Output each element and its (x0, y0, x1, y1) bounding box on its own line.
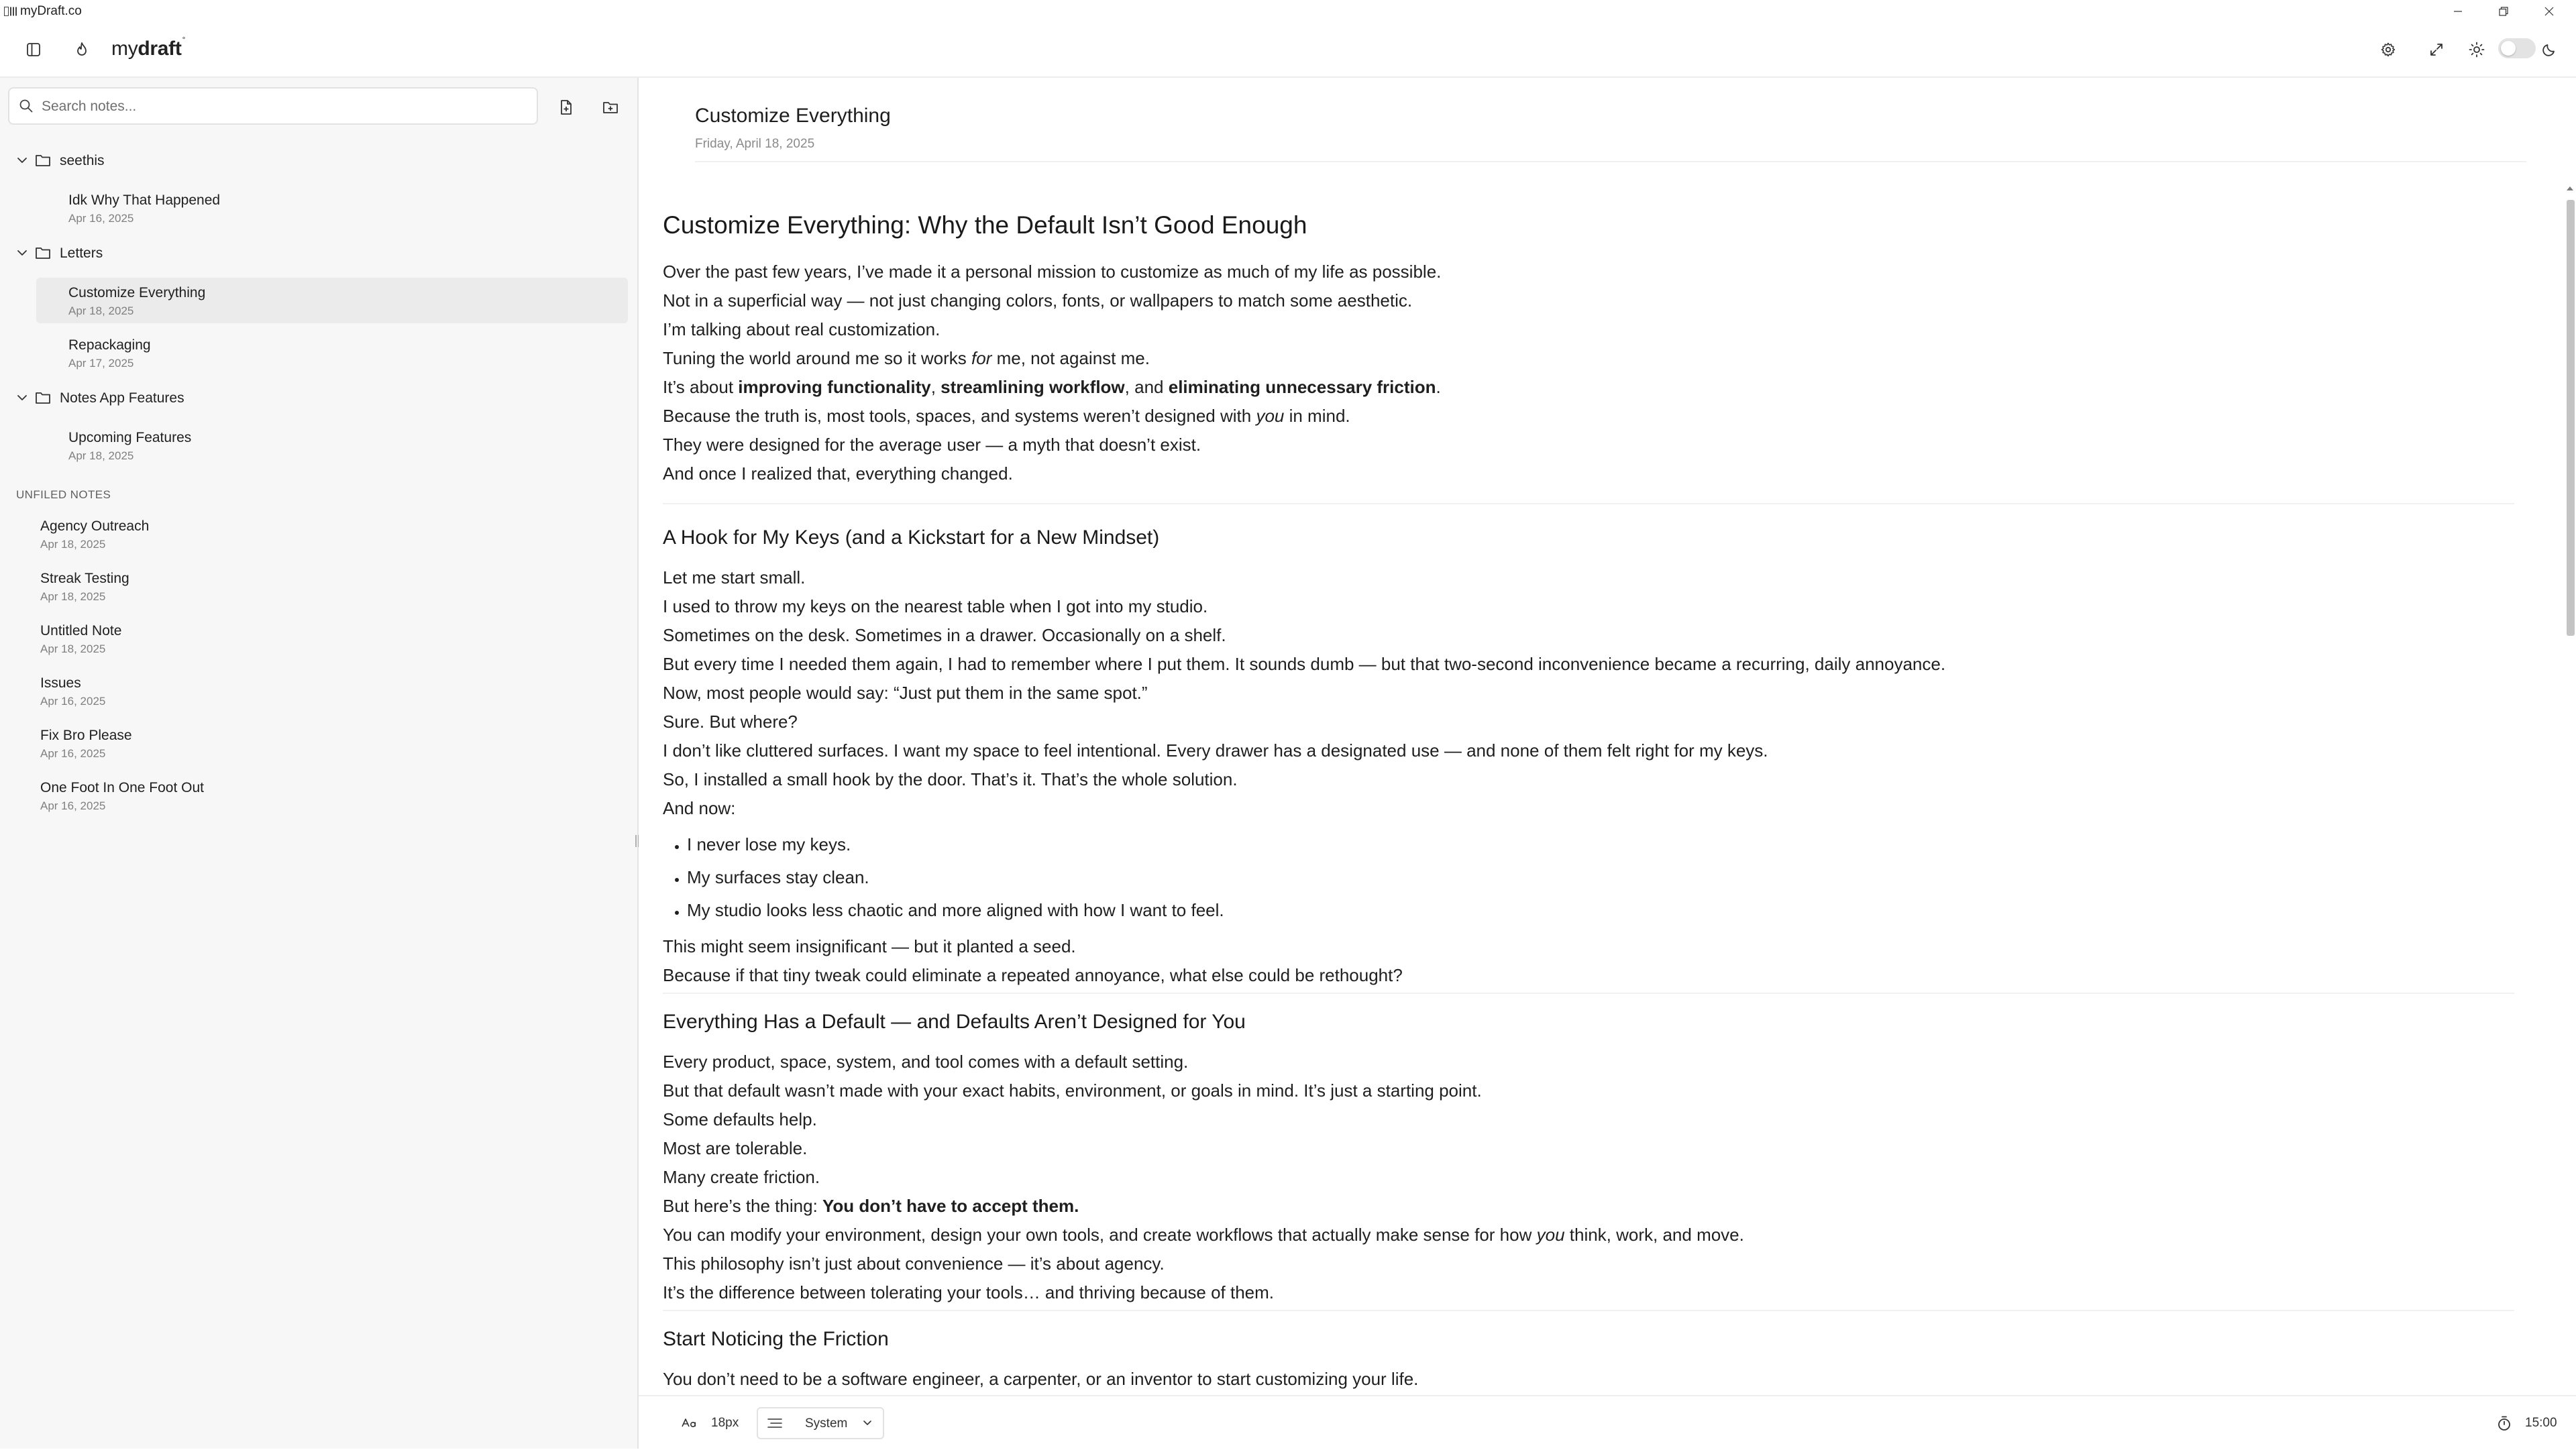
editor-content[interactable] (663, 189, 2514, 1389)
paragraph: Tuning the world around me so it works for me, not against me. (663, 348, 1150, 368)
paragraph: Let me start small. (663, 567, 806, 588)
folder-name: Notes App Features (60, 390, 184, 406)
heading-2: Everything Has a Default — and Defaults Aren’t Designed for You (663, 1011, 1246, 1033)
new-note-button[interactable] (551, 93, 581, 122)
note-title: Idk Why That Happened (68, 192, 221, 208)
font-size-value: 18px (711, 1416, 739, 1430)
paragraph: Because the truth is, most tools, spaces, and systems weren’t designed with you in mind. (663, 406, 1350, 426)
paragraph: So, I installed a small hook by the door. That’s it. That’s the whole solution. (663, 769, 1238, 789)
paragraph: And now: (663, 798, 736, 818)
scrollbar-thumb[interactable] (2567, 200, 2575, 636)
paragraph: Sure. But where? (663, 712, 798, 732)
paragraph: I don’t like cluttered surfaces. I want my space to feel intentional. Every drawer has a designated use — and none of them felt right for my keys. (663, 740, 1768, 761)
note-item[interactable] (8, 511, 600, 557)
app-icon (4, 7, 17, 16)
paragraph: Many create friction. (663, 1167, 820, 1187)
search-input[interactable] (40, 94, 526, 119)
note-date: Apr 16, 2025 (40, 747, 106, 760)
paragraph: Some defaults help. (663, 1109, 817, 1129)
dark-mode-button[interactable] (2533, 34, 2565, 66)
timer-icon (2497, 1415, 2512, 1431)
paragraph: But that default wasn’t made with your exact habits, environment, or goals in mind. It’s just a starting point. (663, 1080, 1482, 1101)
note-title: Customize Everything (68, 285, 206, 300)
scroll-up-icon[interactable] (2566, 185, 2574, 192)
restore-button[interactable] (2481, 0, 2526, 23)
paragraph: It’s about improving functionality, streamlining workflow, and eliminating unnecessary friction. (663, 377, 1441, 397)
note-title: Agency Outreach (40, 518, 150, 534)
paragraph: This philosophy isn’t just about convenience — it’s about agency. (663, 1253, 1165, 1274)
paragraph: They were designed for the average user — a myth that doesn’t exist. (663, 435, 1201, 455)
editor-pane (639, 78, 2576, 1449)
close-button[interactable] (2526, 0, 2572, 23)
theme-toggle[interactable] (2498, 38, 2536, 58)
folder-letters[interactable] (0, 237, 631, 271)
close-icon (2544, 7, 2554, 16)
font-size-control[interactable] (682, 1410, 739, 1437)
divider (695, 161, 2526, 162)
expand-icon (2429, 42, 2444, 57)
document-title[interactable]: Customize Everything (695, 105, 891, 127)
note-title: Repackaging (68, 337, 151, 353)
note-item[interactable] (8, 720, 600, 766)
window-title-bar (0, 0, 2576, 23)
folder-icon (35, 390, 51, 405)
chevron-down-icon (16, 392, 28, 404)
note-date: Apr 18, 2025 (40, 643, 106, 655)
status-bar (639, 1395, 2576, 1450)
text-align-icon (767, 1417, 782, 1429)
folder-icon (35, 153, 51, 168)
note-item[interactable] (8, 563, 600, 609)
gear-icon (2380, 42, 2396, 58)
bullet-list (663, 828, 2514, 927)
section-divider (663, 503, 2514, 504)
paragraph: But here’s the thing: You don’t have to accept them. (663, 1196, 1079, 1216)
note-date: Apr 18, 2025 (68, 304, 134, 317)
note-item[interactable] (8, 773, 600, 818)
heading-1: Customize Everything: Why the Default Isn’t Good Enough (663, 211, 1307, 239)
theme-toggle-knob (2501, 41, 2516, 56)
paragraph: Most are tolerable. (663, 1138, 808, 1158)
paragraph: I used to throw my keys on the nearest table when I got into my studio. (663, 596, 1208, 616)
note-title: One Foot In One Foot Out (40, 780, 204, 795)
light-mode-button[interactable] (2461, 34, 2493, 66)
paragraph: Now, most people would say: “Just put them in the same spot.” (663, 683, 1148, 703)
note-date: Apr 17, 2025 (68, 357, 134, 370)
chevron-down-icon (16, 247, 28, 259)
folder-seethis[interactable] (0, 145, 631, 178)
flame-icon (74, 42, 89, 58)
list-item: • My studio looks less chaotic and more aligned with how I want to feel. (687, 894, 2514, 927)
paragraph: You don’t need to be a software engineer, a carpenter, or an inventor to start customizing your life. (663, 1369, 1419, 1389)
timer-value: 15:00 (2525, 1416, 2557, 1430)
app-header (0, 23, 2576, 78)
folder-name: seethis (60, 153, 105, 168)
note-title: Issues (40, 675, 81, 691)
chevron-down-icon (16, 154, 28, 166)
note-title: Fix Bro Please (40, 728, 132, 743)
folder-icon (35, 245, 51, 260)
list-item: • My surfaces stay clean. (687, 861, 2514, 894)
heading-2: A Hook for My Keys (and a Kickstart for a New Mindset) (663, 526, 1160, 549)
paragraph: It’s the difference between tolerating your tools… and thriving because of them. (663, 1282, 1275, 1302)
paragraph: Not in a superficial way — not just changing colors, fonts, or wallpapers to match some aesthetic. (663, 290, 1413, 311)
unfiled-notes-label: UNFILED NOTES (16, 488, 111, 501)
paragraph: You can modify your environment, design your own tools, and create workflows that actually make sense for how you think, work, and move. (663, 1225, 1744, 1245)
note-item[interactable] (8, 616, 600, 661)
toggle-sidebar-button[interactable] (17, 34, 50, 66)
new-note-icon (559, 99, 574, 115)
paragraph: I’m talking about real customization. (663, 319, 941, 339)
minimize-icon (2453, 7, 2463, 16)
new-folder-icon (602, 100, 619, 115)
paragraph: This might seem insignificant — but it planted a seed. (663, 936, 1076, 956)
paragraph: Every product, space, system, and tool comes with a default setting. (663, 1052, 1189, 1072)
heading-2: Start Noticing the Friction (663, 1328, 889, 1350)
font-family-value: System (805, 1416, 848, 1431)
paragraph: Over the past few years, I’ve made it a personal mission to customize as much of my life as possible. (663, 262, 1442, 282)
folder-name: Letters (60, 245, 103, 261)
paragraph: But every time I needed them again, I had to remember where I put them. It sounds dumb — but that two-second inconvenience became a recurring, daily annoyance. (663, 654, 1946, 674)
paragraph: Sometimes on the desk. Sometimes in a drawer. Occasionally on a shelf. (663, 625, 1226, 645)
section-divider (663, 1310, 2514, 1311)
note-title: Streak Testing (40, 571, 129, 586)
search-box (8, 87, 538, 125)
sidebar (0, 78, 639, 1449)
note-item[interactable] (36, 330, 628, 376)
moon-icon (2542, 42, 2557, 57)
settings-button[interactable] (2372, 34, 2404, 66)
note-date: Apr 16, 2025 (40, 799, 106, 812)
note-item-active[interactable] (36, 278, 628, 323)
app-logo: mydraft° (111, 35, 186, 60)
note-date: Apr 18, 2025 (40, 538, 106, 551)
paragraph: And once I realized that, everything changed. (663, 463, 1013, 484)
search-icon (19, 99, 34, 113)
note-date: Apr 18, 2025 (68, 449, 134, 462)
note-title: Untitled Note (40, 623, 122, 638)
focus-timer[interactable] (2497, 1410, 2557, 1437)
note-date: Apr 16, 2025 (40, 695, 106, 708)
note-item[interactable] (8, 668, 600, 714)
fullscreen-button[interactable] (2420, 34, 2453, 66)
paragraph: Because if that tiny tweak could eliminate a repeated annoyance, what else could be rethought? (663, 965, 1403, 985)
editor-scrollbar[interactable] (2564, 178, 2576, 1365)
note-item[interactable] (36, 423, 628, 468)
sun-icon (2469, 42, 2485, 58)
note-title: Upcoming Features (68, 430, 192, 445)
window-title: myDraft.co (20, 4, 82, 18)
restore-icon (2499, 7, 2508, 16)
streak-button[interactable] (66, 34, 98, 66)
note-date: Apr 16, 2025 (68, 212, 134, 225)
chevron-down-icon (863, 1419, 872, 1427)
font-family-select[interactable] (757, 1407, 884, 1439)
document-date: Friday, April 18, 2025 (695, 137, 815, 151)
list-item: • I never lose my keys. (687, 828, 2514, 861)
text-size-icon (682, 1418, 698, 1429)
sidebar-panel-icon (26, 42, 41, 57)
new-folder-button[interactable] (596, 93, 625, 122)
note-item[interactable] (36, 185, 628, 231)
section-divider (663, 993, 2514, 994)
note-date: Apr 18, 2025 (40, 590, 106, 603)
minimize-button[interactable] (2435, 0, 2481, 23)
folder-notes-app-features[interactable] (0, 382, 631, 416)
